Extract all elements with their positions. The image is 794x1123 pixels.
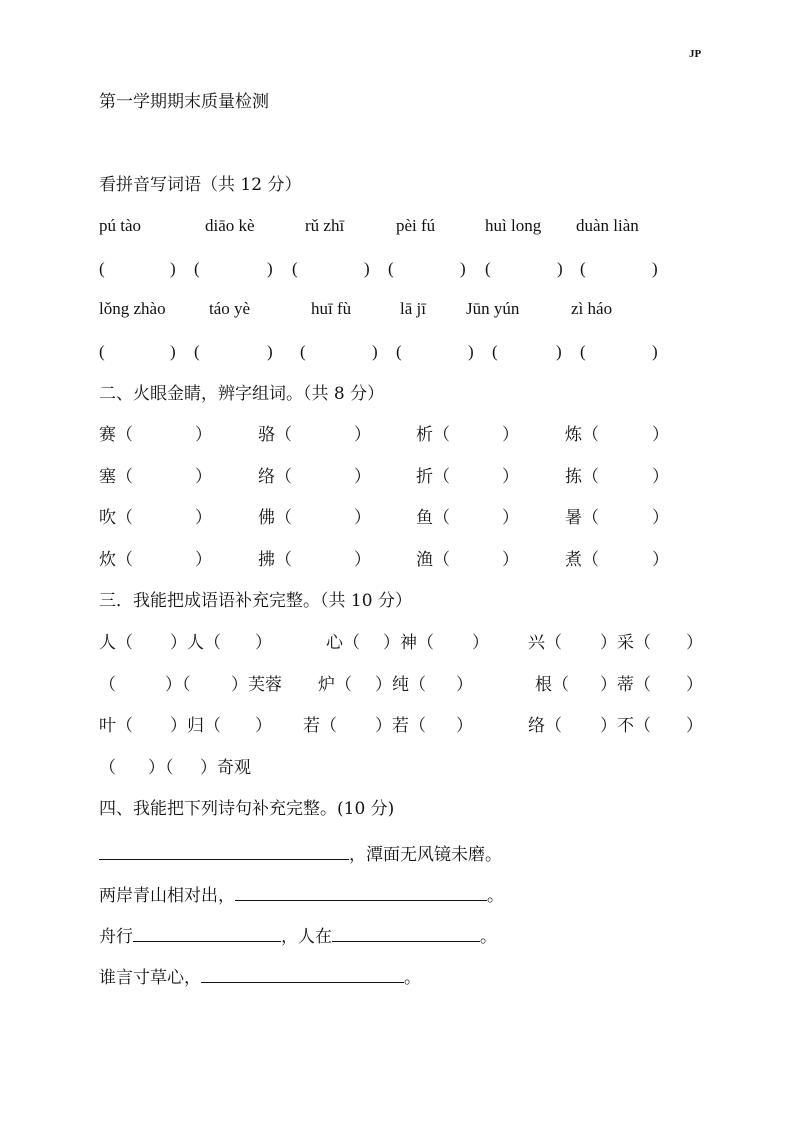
paren-close: ） xyxy=(502,550,519,570)
paren-open: （ xyxy=(582,508,599,528)
char: 析 xyxy=(416,425,433,445)
answer-paren-close: ) xyxy=(556,342,562,361)
idiom-part: 兴（ xyxy=(528,633,562,653)
idiom-part: ） xyxy=(456,716,473,736)
paren-open: （ xyxy=(116,425,133,445)
poem-end: 。 xyxy=(480,927,497,947)
fill-blank[interactable] xyxy=(133,925,281,942)
char: 炊 xyxy=(99,550,116,570)
poem-end: 。 xyxy=(487,886,504,906)
pinyin-1-4: pèi fú xyxy=(396,216,436,235)
answer-paren-close: ) xyxy=(468,342,474,361)
section2-heading: 二、火眼金睛，辨字组词。（共 8 分） xyxy=(99,384,385,404)
idiom-part: ） xyxy=(686,633,703,653)
paren-close: ） xyxy=(195,425,212,445)
paren-close: ） xyxy=(502,508,519,528)
poem-text: ，潭面无风镜未磨。 xyxy=(349,845,502,865)
answer-paren-close: ) xyxy=(170,342,176,361)
idiom-part: ）人（ xyxy=(170,633,221,653)
answer-paren-open: ( xyxy=(580,259,586,278)
char: 鱼 xyxy=(416,508,433,528)
poem-text: 两岸青山相对出， xyxy=(99,886,235,906)
char: 骆 xyxy=(258,425,275,445)
answer-paren-close: ) xyxy=(652,259,658,278)
paren-close: ） xyxy=(195,467,212,487)
pinyin-2-4: lā jī xyxy=(400,299,426,318)
answer-paren-open: ( xyxy=(194,342,200,361)
answer-paren-close: ) xyxy=(557,259,563,278)
answer-paren-close: ) xyxy=(267,342,273,361)
idiom-part: 叶（ xyxy=(99,716,133,736)
paren-close: ） xyxy=(195,550,212,570)
section3-heading: 三．我能把成语语补充完整。（共 10 分） xyxy=(99,591,412,611)
idiom-part: ） xyxy=(686,716,703,736)
paren-close: ） xyxy=(354,425,371,445)
paren-close: ） xyxy=(652,508,669,528)
paren-open: （ xyxy=(116,508,133,528)
idiom-part: ） xyxy=(686,675,703,695)
answer-paren-open: ( xyxy=(388,259,394,278)
paren-close: ） xyxy=(502,425,519,445)
char: 吹 xyxy=(99,508,116,528)
paren-open: （ xyxy=(582,467,599,487)
idiom-part: 根（ xyxy=(535,675,569,695)
pinyin-2-6: zì háo xyxy=(571,299,613,318)
fill-blank[interactable] xyxy=(332,925,480,942)
poem-line-4 xyxy=(99,966,421,988)
idiom-part: ）蒂（ xyxy=(600,675,651,695)
char: 渔 xyxy=(416,550,433,570)
section1-heading: 看拼音写词语（共 12 分） xyxy=(99,175,302,195)
idiom-part: 炉（ xyxy=(318,675,352,695)
paren-close: ） xyxy=(652,550,669,570)
idiom-part: ）奇观 xyxy=(200,758,251,778)
poem-line-3 xyxy=(99,925,497,947)
char: 络 xyxy=(258,467,275,487)
fill-blank[interactable] xyxy=(235,884,487,901)
answer-paren-open: ( xyxy=(99,259,105,278)
poem-line-1 xyxy=(99,843,502,865)
paren-close: ） xyxy=(354,508,371,528)
answer-paren-open: ( xyxy=(300,342,306,361)
char: 赛 xyxy=(99,425,116,445)
paren-open: （ xyxy=(433,508,450,528)
paren-close: ） xyxy=(652,425,669,445)
char: 炼 xyxy=(565,425,582,445)
answer-paren-open: ( xyxy=(194,259,200,278)
char: 煮 xyxy=(565,550,582,570)
char: 折 xyxy=(416,467,433,487)
char: 暑 xyxy=(565,508,582,528)
answer-paren-open: ( xyxy=(485,259,491,278)
answer-paren-open: ( xyxy=(396,342,402,361)
paren-open: （ xyxy=(433,425,450,445)
paren-open: （ xyxy=(116,467,133,487)
idiom-part: 络（ xyxy=(528,716,562,736)
paren-open: （ xyxy=(275,508,292,528)
idiom-part: ）归（ xyxy=(170,716,221,736)
answer-paren-open: ( xyxy=(99,342,105,361)
paren-close: ） xyxy=(502,467,519,487)
paren-open: （ xyxy=(275,425,292,445)
idiom-part: ）采（ xyxy=(600,633,651,653)
char: 佛 xyxy=(258,508,275,528)
answer-paren-close: ) xyxy=(267,259,273,278)
page-title: 第一学期期末质量检测 xyxy=(99,92,269,112)
pinyin-1-6: duàn liàn xyxy=(576,216,639,235)
pinyin-2-3: huī fù xyxy=(311,299,352,318)
idiom-part: ） xyxy=(255,716,272,736)
answer-paren-open: ( xyxy=(292,259,298,278)
paren-close: ） xyxy=(652,467,669,487)
answer-paren-close: ) xyxy=(460,259,466,278)
idiom-part: ） xyxy=(456,675,473,695)
idiom-part: ） xyxy=(472,633,489,653)
answer-paren-close: ) xyxy=(372,342,378,361)
paren-open: （ xyxy=(275,550,292,570)
idiom-part: 心（ xyxy=(326,633,360,653)
poem-line-2 xyxy=(99,884,504,906)
idiom-part: ）不（ xyxy=(600,716,651,736)
idiom-part: ）若（ xyxy=(375,716,426,736)
answer-paren-open: ( xyxy=(580,342,586,361)
pinyin-1-3: rǔ zhī xyxy=(305,216,345,235)
idiom-part: ）（ xyxy=(148,758,174,778)
paren-close: ） xyxy=(195,508,212,528)
paren-open: （ xyxy=(275,467,292,487)
section4-heading: 四、我能把下列诗句补充完整。(10 分) xyxy=(99,799,395,819)
pinyin-1-2: diāo kè xyxy=(205,216,255,235)
paren-close: ） xyxy=(354,550,371,570)
idiom-part: （ xyxy=(99,675,116,695)
poem-end: 。 xyxy=(404,968,421,988)
idiom-part: ）（ xyxy=(165,675,191,695)
pinyin-1-5: huì long xyxy=(485,216,542,235)
fill-blank[interactable] xyxy=(99,843,349,860)
pinyin-1-1: pú tào xyxy=(99,216,142,235)
char: 塞 xyxy=(99,467,116,487)
paren-close: ） xyxy=(354,467,371,487)
idiom-part: ）纯（ xyxy=(375,675,426,695)
pinyin-2-2: táo yè xyxy=(209,299,251,318)
idiom-part: （ xyxy=(99,758,116,778)
fill-blank[interactable] xyxy=(201,966,404,983)
idiom-part: ） xyxy=(255,633,272,653)
pinyin-2-5: Jūn yún xyxy=(466,299,520,318)
poem-text: 谁言寸草心， xyxy=(99,968,201,988)
corner-mark: JP xyxy=(689,48,702,60)
pinyin-2-1: lǒng zhào xyxy=(99,299,166,318)
poem-text: ，人在 xyxy=(281,927,332,947)
paren-open: （ xyxy=(116,550,133,570)
char: 拣 xyxy=(565,467,582,487)
idiom-part: 若（ xyxy=(303,716,337,736)
poem-text: 舟行 xyxy=(99,927,133,947)
idiom-part: ）芙蓉 xyxy=(231,675,282,695)
paren-open: （ xyxy=(582,550,599,570)
answer-paren-close: ) xyxy=(652,342,658,361)
paren-open: （ xyxy=(582,425,599,445)
idiom-part: 人（ xyxy=(99,633,133,653)
answer-paren-close: ) xyxy=(170,259,176,278)
idiom-part: ）神（ xyxy=(383,633,434,653)
paren-open: （ xyxy=(433,550,450,570)
answer-paren-open: ( xyxy=(492,342,498,361)
paren-open: （ xyxy=(433,467,450,487)
answer-paren-close: ) xyxy=(364,259,370,278)
char: 拂 xyxy=(258,550,275,570)
